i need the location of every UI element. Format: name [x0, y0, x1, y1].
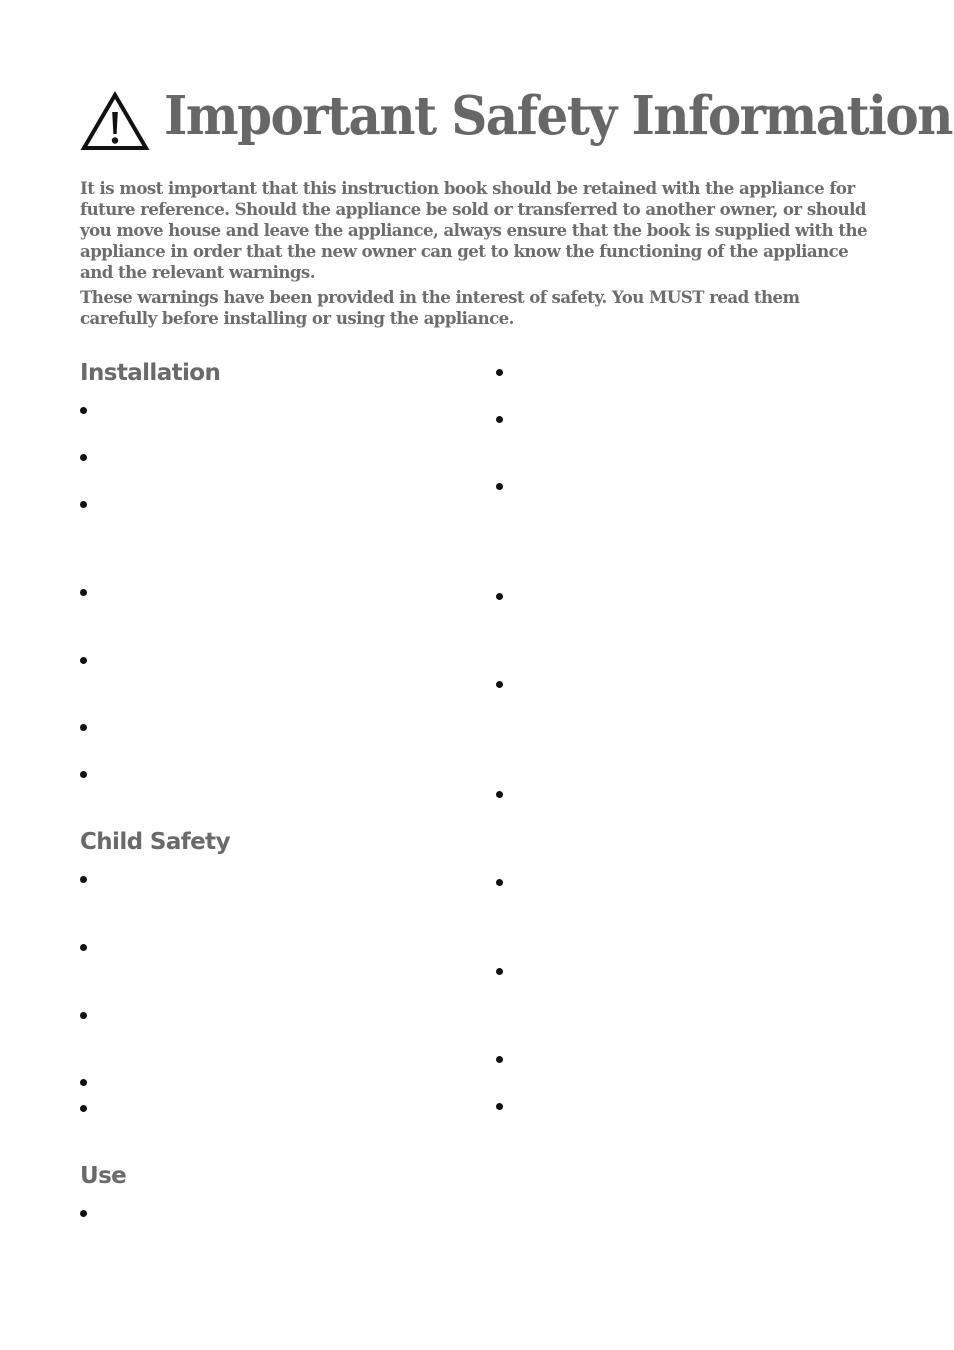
use-heading: Use: [80, 1163, 127, 1189]
child-safety-bullet: [80, 876, 87, 883]
use-bullet: [80, 1210, 87, 1217]
right-column-bullet: [496, 1103, 503, 1110]
right-column-bullet: [496, 416, 503, 423]
installation-bullet: [80, 407, 87, 414]
installation-bullet: [80, 454, 87, 461]
right-column-bullet: [496, 879, 503, 886]
installation-bullet: [80, 589, 87, 596]
child-safety-bullet: [80, 1012, 87, 1019]
right-column-bullet: [496, 483, 503, 490]
installation-bullet: [80, 657, 87, 664]
installation-heading: Installation: [80, 360, 221, 386]
intro-paragraph: These warnings have been provided in the interest of safety. You MUST read them carefully before installing or using the appliance.: [80, 287, 800, 328]
installation-bullet: [80, 501, 87, 508]
child-safety-bullet: [80, 944, 87, 951]
installation-bullet: [80, 724, 87, 731]
child-safety-bullet: [80, 1105, 87, 1112]
right-column-bullet: [496, 593, 503, 600]
right-column-bullet: [496, 791, 503, 798]
right-column-bullet: [496, 681, 503, 688]
right-column-bullet: [496, 968, 503, 975]
right-column-bullet: [496, 1056, 503, 1063]
page-header: [80, 84, 952, 156]
intro-text: [80, 178, 880, 333]
page-title: Important Safety Information: [164, 84, 952, 147]
child-safety-bullet: [80, 1079, 87, 1086]
warning-triangle-icon: [80, 90, 150, 152]
child-safety-heading: Child Safety: [80, 829, 230, 855]
right-column-bullet: [496, 369, 503, 376]
intro-paragraph: It is most important that this instruction book should be retained with the appliance for future reference. Should the appliance be sold or transferred to another owner, or should you move house and leave the appliance, always ensure that the book is supplied with the appliance in order that the new owner can get to know the functioning of the appliance and the relevant warnings.: [80, 178, 867, 282]
installation-bullet: [80, 771, 87, 778]
